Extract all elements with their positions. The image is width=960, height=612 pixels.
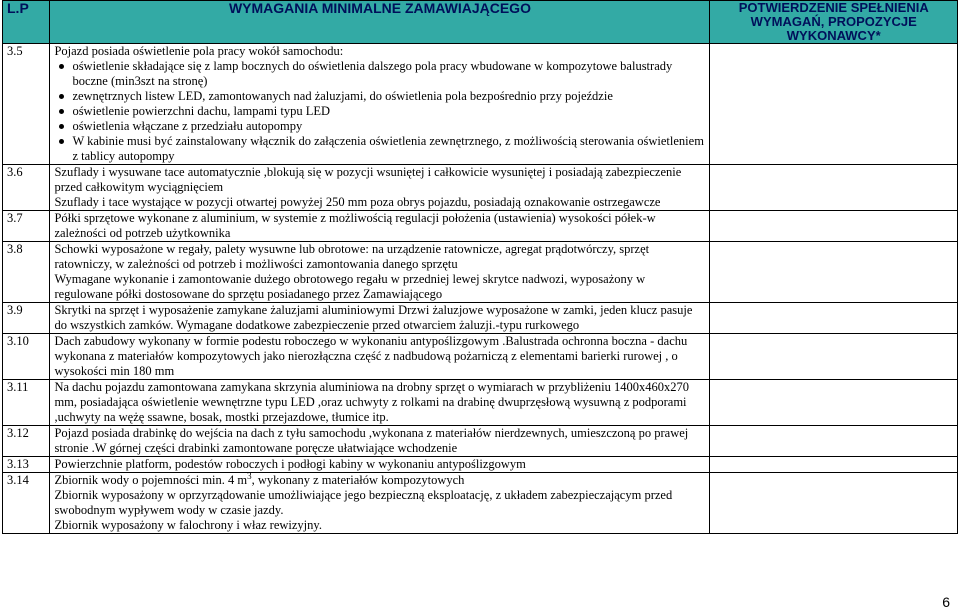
requirement-text: Szuflady i tace wystające w pozycji otwartej powyżej 250 mm poza obrys pojazdu, posiadają oznakowanie ostrzegawcze bbox=[54, 195, 661, 209]
requirement-text-part: , wykonany z materiałów kompozytowych bbox=[251, 473, 465, 487]
confirmation-cell[interactable] bbox=[710, 242, 958, 303]
row-number: 3.6 bbox=[3, 165, 50, 211]
confirmation-cell[interactable] bbox=[710, 457, 958, 473]
confirmation-cell[interactable] bbox=[710, 426, 958, 457]
list-item bbox=[54, 119, 705, 134]
requirement-text: Powierzchnie platform, podestów roboczych i podłogi kabiny w wykonaniu antypoślizgowym bbox=[54, 457, 526, 471]
list-item-text: oświetlenia włączane z przedziału autopompy bbox=[72, 119, 303, 133]
bullet-icon bbox=[59, 109, 64, 114]
confirmation-cell[interactable] bbox=[710, 380, 958, 426]
requirement-cell bbox=[50, 470, 710, 534]
list-item-text: W kabinie musi być zainstalowany włącznik do załączenia oświetlenia zewnętrznego, z możliwością sterowania oświetleniem z tablicy autopompy bbox=[72, 134, 704, 163]
table-row bbox=[3, 380, 958, 426]
requirement-text: Wymagane wykonanie i zamontowanie dużego obrotowego regału w przedniej lewej skrytce nadwozi, wyposażony w regulowane półki dostosowane do sprzętu posiadanego przez Zamawiającego bbox=[54, 272, 646, 301]
requirements-table bbox=[2, 0, 958, 534]
requirement-cell bbox=[50, 457, 710, 473]
requirement-text: Na dachu pojazdu zamontowana zamykana skrzynia aluminiowa na drobny sprzęt o wymiarach w przybliżeniu 1400x460x270 mm, posiadająca oświetlenie wewnętrzne typu LED ,oraz uchwyty z rolkami na drabinę dwuprzęsłową wysuwną z podporami ,uchwyty na wężę ssawne, bosak, mostki przejazdowe, tłumice itp. bbox=[54, 380, 689, 424]
bullet-icon bbox=[59, 94, 64, 99]
requirement-text: Pojazd posiada drabinkę do wejścia na dach z tyłu samochodu ,wykonana z materiałów nierdzewnych, umieszczoną po prawej stronie .W górnej części drabinki zamontowane poręcze ułatwiające wchodzenie bbox=[54, 426, 689, 455]
requirement-cell bbox=[50, 303, 710, 334]
requirement-text: Zbiornik wyposażony w oprzyrządowanie umożliwiające jego bezpieczną eksploatację, z układem zabezpieczającym przed swobodnym wypływem wody w czasie jazdy. bbox=[54, 488, 673, 517]
row-number: 3.12 bbox=[3, 426, 50, 457]
header-lp: L.P bbox=[3, 1, 50, 44]
requirement-text: Szuflady i wysuwane tace automatycznie ,blokują się w pozycji wsuniętej i całkowicie wysuniętej i posiadają zabezpieczenie przed całkowitym wyciągnięciem bbox=[54, 165, 682, 194]
requirement-text: Schowki wyposażone w regały, palety wysuwne lub obrotowe: na urządzenie ratownicze, agregat prądotwórczy, sprzęt ratowniczy, w zależności od potrzeb i możliwości zamontowania danego sprzętu bbox=[54, 242, 650, 271]
requirement-text: Skrytki na sprzęt i wyposażenie zamykane żaluzjami aluminiowymi Drzwi żaluzjowe wyposażone w zamki, jeden klucz pasuje do wszystkich zamków. Wymagane dodatkowe zabezpieczenie przed otwarciem żaluzji.-typu rurkowego bbox=[54, 303, 693, 332]
requirement-text bbox=[54, 470, 705, 488]
table-row bbox=[3, 473, 958, 534]
table-header-row bbox=[3, 1, 958, 44]
requirement-text: Półki sprzętowe wykonane z aluminium, w systemie z możliwością regulacji położenia (ustawienia) wysokości półek-w zależności od potrzeb użytkownika bbox=[54, 211, 656, 240]
row-number: 3.7 bbox=[3, 211, 50, 242]
row-number: 3.8 bbox=[3, 242, 50, 303]
requirement-cell bbox=[50, 334, 710, 380]
list-item bbox=[54, 134, 705, 164]
row-number: 3.11 bbox=[3, 380, 50, 426]
row-number: 3.9 bbox=[3, 303, 50, 334]
requirement-text-part: Zbiornik wody o pojemności min. 4 m bbox=[54, 473, 248, 487]
list-item-text: oświetlenie powierzchni dachu, lampami typu LED bbox=[72, 104, 330, 118]
table-row bbox=[3, 457, 958, 473]
list-item bbox=[54, 59, 705, 89]
requirement-cell bbox=[50, 165, 710, 211]
table-row bbox=[3, 165, 958, 211]
requirement-text: Dach zabudowy wykonany w formie podestu roboczego w wykonaniu antypoślizgowym .Balustrada ochronna boczna - dachu wykonana z materiałów kompozytowych jako nierozłączna część z nadbudową pożarniczą z elementami barierki rurowej , o wysokości min 180 mm bbox=[54, 334, 688, 378]
list-item-text: zewnętrznych listew LED, zamontowanych nad żaluzjami, do oświetlenia pola bezpośrednio przy pojeździe bbox=[72, 89, 613, 103]
document-page bbox=[2, 0, 958, 588]
row-number: 3.13 bbox=[3, 457, 50, 473]
bullet-list bbox=[54, 59, 705, 164]
table-row bbox=[3, 242, 958, 303]
requirement-cell bbox=[50, 380, 710, 426]
requirement-cell bbox=[50, 426, 710, 457]
row-number: 3.14 bbox=[3, 473, 50, 534]
confirmation-cell[interactable] bbox=[710, 473, 958, 534]
list-item-text: oświetlenie składające się z lamp bocznych do oświetlenia dalszego pola pracy wbudowane w kompozytowe balustrady boczne (min3szt na stronę) bbox=[72, 59, 673, 88]
table-row bbox=[3, 303, 958, 334]
confirmation-cell[interactable] bbox=[710, 303, 958, 334]
requirement-cell bbox=[50, 44, 710, 165]
table-row bbox=[3, 334, 958, 380]
bullet-icon bbox=[59, 64, 64, 69]
list-item bbox=[54, 89, 705, 104]
header-confirmation: POTWIERDZENIE SPEŁNIENIA WYMAGAŃ, PROPOZYCJE WYKONAWCY* bbox=[710, 1, 958, 44]
requirement-cell bbox=[50, 211, 710, 242]
table-row bbox=[3, 211, 958, 242]
requirement-text: Zbiornik wyposażony w falochrony i właz rewizyjny. bbox=[54, 518, 322, 532]
row-number: 3.5 bbox=[3, 44, 50, 165]
page-number: 6 bbox=[942, 594, 950, 610]
confirmation-cell[interactable] bbox=[710, 165, 958, 211]
bullet-icon bbox=[59, 124, 64, 129]
row-number: 3.10 bbox=[3, 334, 50, 380]
header-requirements: WYMAGANIA MINIMALNE ZAMAWIAJĄCEGO bbox=[50, 1, 710, 44]
table-row bbox=[3, 44, 958, 165]
confirmation-cell[interactable] bbox=[710, 211, 958, 242]
table-row bbox=[3, 426, 958, 457]
confirmation-cell[interactable] bbox=[710, 334, 958, 380]
bullet-icon bbox=[59, 139, 64, 144]
requirement-cell bbox=[50, 242, 710, 303]
superscript: 3 bbox=[247, 470, 252, 481]
confirmation-cell[interactable] bbox=[710, 44, 958, 165]
list-item bbox=[54, 104, 705, 119]
requirement-intro: Pojazd posiada oświetlenie pola pracy wokół samochodu: bbox=[54, 44, 344, 58]
